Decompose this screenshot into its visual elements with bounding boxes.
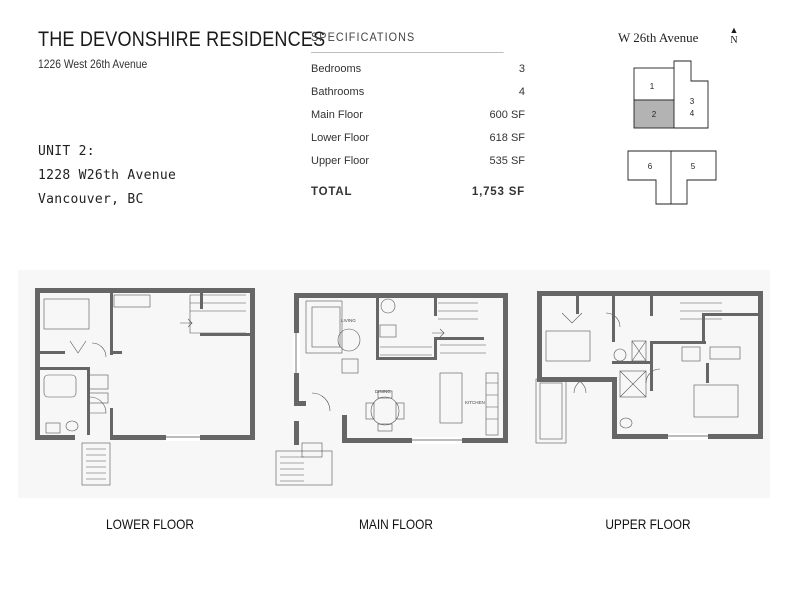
- armchair-icon: [342, 359, 358, 373]
- page-title: THE DEVONSHIRE RESIDENCES: [38, 28, 326, 51]
- spec-value: 4: [518, 85, 525, 98]
- unit-city: Vancouver, BC: [38, 192, 144, 207]
- spec-label: Bathrooms: [311, 85, 365, 98]
- unit-street: 1228 W26th Avenue: [38, 168, 177, 183]
- building-address: 1226 West 26th Avenue: [38, 57, 148, 71]
- door-swing-icon: [312, 393, 330, 411]
- wall: [294, 293, 508, 298]
- bathtub-icon: [44, 375, 76, 397]
- site-unit-label: 5: [690, 162, 696, 171]
- dining-table-icon: [371, 397, 399, 425]
- spec-label: Lower Floor: [311, 131, 370, 144]
- site-unit-label: 3: [689, 97, 695, 106]
- site-unit-label: 2: [651, 110, 657, 119]
- unit-info: [38, 140, 176, 212]
- spec-total-value: 1,753 SF: [471, 185, 525, 198]
- specifications-table: [311, 30, 525, 203]
- balcony: [540, 383, 562, 439]
- site-unit-label: 1: [649, 82, 655, 91]
- north-label: N: [730, 35, 738, 46]
- unit-number: UNIT 2:: [38, 144, 95, 159]
- room-label-dining: DINING: [375, 389, 391, 394]
- bed-icon: [44, 299, 89, 329]
- bed-icon: [546, 331, 590, 361]
- exterior-stair: [276, 451, 332, 485]
- counter-icon: [114, 295, 150, 307]
- floor-label-lower: LOWER FLOOR: [106, 516, 194, 532]
- site-unit-label: 4: [689, 109, 695, 118]
- main-floor-plan: [272, 283, 522, 493]
- spec-row-total: [311, 180, 525, 203]
- floor-label-upper: UPPER FLOOR: [605, 516, 691, 532]
- spec-row-upper-floor: [311, 149, 525, 172]
- specifications-heading: SPECIFICATIONS: [311, 30, 504, 53]
- spec-value: 535 SF: [489, 154, 525, 167]
- sofa-icon: [306, 301, 342, 353]
- toilet-icon: [66, 421, 78, 431]
- site-plan: [620, 55, 730, 210]
- spec-row-lower-floor: [311, 126, 525, 149]
- kitchen-counter: [486, 373, 498, 435]
- coffee-table-icon: [338, 329, 360, 351]
- upper-floor-plan: [532, 283, 768, 493]
- bed-icon: [694, 385, 738, 417]
- kitchen-island: [440, 373, 462, 423]
- spec-label: Bedrooms: [311, 62, 362, 75]
- floor-label-main: MAIN FLOOR: [358, 516, 434, 532]
- wall: [35, 288, 255, 293]
- lower-floor-plan: [30, 283, 260, 493]
- spec-value: 600 SF: [489, 108, 525, 121]
- spec-label: Upper Floor: [311, 154, 370, 167]
- spec-value: 618 SF: [489, 131, 525, 144]
- spec-row-bathrooms: [311, 80, 525, 103]
- wall: [537, 291, 763, 296]
- sink-icon: [381, 299, 395, 313]
- site-unit-label: 6: [647, 162, 653, 171]
- spec-row-bedrooms: [311, 57, 525, 80]
- room-label-living: LIVING: [341, 318, 356, 323]
- street-name: W 26th Avenue: [618, 30, 699, 45]
- site-unit-5-6: [628, 151, 716, 204]
- toilet-icon: [380, 325, 396, 337]
- north-indicator: [728, 26, 740, 47]
- north-arrow-icon: ▲: [729, 25, 739, 35]
- spec-total-label: TOTAL: [311, 185, 353, 198]
- spec-label: Main Floor: [311, 108, 363, 121]
- room-label-kitchen: KITCHEN: [465, 400, 485, 405]
- spec-value: 3: [518, 62, 525, 75]
- spec-row-main-floor: [311, 103, 525, 126]
- toilet-icon: [614, 349, 626, 361]
- stair-winder-icon: [90, 397, 106, 413]
